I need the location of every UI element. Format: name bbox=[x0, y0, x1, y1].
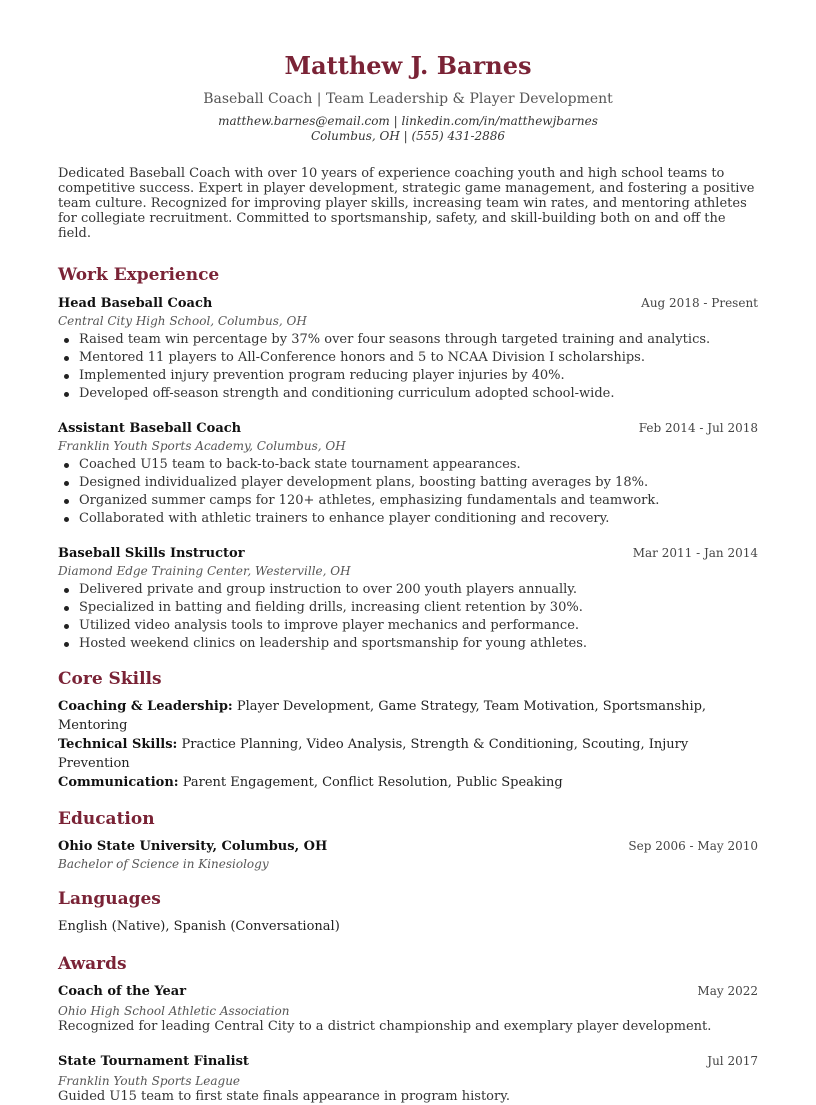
school-name: Ohio State University, Columbus, OH bbox=[58, 839, 328, 854]
skill-category: Communication: bbox=[58, 775, 179, 790]
job-bullet: Implemented injury prevention program reducing player injuries by 40%. bbox=[79, 367, 758, 385]
job-entry bbox=[58, 295, 758, 403]
job-title: Baseball Skills Instructor bbox=[58, 546, 245, 561]
job-bullet: Utilized video analysis tools to improve player mechanics and performance. bbox=[79, 617, 758, 635]
job-dates: Aug 2018 - Present bbox=[641, 296, 758, 310]
languages-list: English (Native), Spanish (Conversational) bbox=[58, 919, 340, 934]
job-employer: Central City High School, Columbus, OH bbox=[58, 314, 307, 328]
degree: Bachelor of Science in Kinesiology bbox=[58, 857, 269, 871]
job-bullet: Delivered private and group instruction to over 200 youth players annually. bbox=[79, 581, 758, 599]
job-bullet: Coached U15 team to back-to-back state tournament appearances. bbox=[79, 456, 758, 474]
awards-section bbox=[58, 954, 758, 1105]
job-bullet: Specialized in batting and fielding drills, increasing client retention by 30%. bbox=[79, 599, 758, 617]
work-experience-section bbox=[58, 265, 758, 653]
award-issuer: Ohio High School Athletic Association bbox=[58, 1004, 290, 1018]
tagline: Baseball Coach | Team Leadership & Player Development bbox=[203, 91, 613, 107]
skill-list: Parent Engagement, Conflict Resolution, Public Speaking bbox=[182, 775, 563, 790]
skill-category: Coaching & Leadership: bbox=[58, 699, 233, 714]
languages-section bbox=[58, 889, 758, 936]
job-bullets bbox=[58, 456, 758, 528]
award-description: Guided U15 team to first state finals appearance in program history. bbox=[58, 1089, 510, 1104]
job-employer: Diamond Edge Training Center, Westerville, OH bbox=[58, 564, 351, 578]
location-phone-line: Columbus, OH | (555) 431-2886 bbox=[310, 129, 506, 143]
award-title: State Tournament Finalist bbox=[58, 1054, 249, 1069]
award-title: Coach of the Year bbox=[58, 984, 187, 999]
contact-info-line: matthew.barnes@email.com | linkedin.com/in/matthewjbarnes bbox=[218, 114, 598, 128]
job-bullets bbox=[58, 581, 758, 653]
award-entry bbox=[58, 983, 758, 1035]
skill-line bbox=[58, 697, 758, 735]
resume-header bbox=[58, 0, 758, 144]
award-date: Jul 2017 bbox=[707, 1054, 758, 1068]
job-bullets bbox=[58, 331, 758, 403]
skill-line bbox=[58, 773, 758, 792]
job-bullet: Organized summer camps for 120+ athletes, emphasizing fundamentals and teamwork. bbox=[79, 492, 758, 510]
job-dates: Feb 2014 - Jul 2018 bbox=[638, 421, 758, 435]
job-bullet: Designed individualized player development plans, boosting batting averages by 18%. bbox=[79, 474, 758, 492]
section-title-awards: Awards bbox=[58, 954, 127, 974]
award-date: May 2022 bbox=[697, 984, 758, 998]
skill-list: Practice Planning, Video Analysis, Strength & Conditioning, Scouting, Injury Prevention bbox=[58, 737, 689, 771]
job-entry bbox=[58, 545, 758, 653]
skill-line bbox=[58, 735, 758, 773]
job-bullet: Collaborated with athletic trainers to enhance player conditioning and recovery. bbox=[79, 510, 758, 528]
section-title-languages: Languages bbox=[58, 889, 161, 909]
award-description: Recognized for leading Central City to a district championship and exemplary player development. bbox=[58, 1019, 712, 1034]
award-issuer: Franklin Youth Sports League bbox=[58, 1074, 241, 1088]
skill-category: Technical Skills: bbox=[58, 737, 178, 752]
job-dates: Mar 2011 - Jan 2014 bbox=[632, 546, 758, 560]
candidate-name: Matthew J. Barnes bbox=[284, 51, 532, 80]
job-title: Head Baseball Coach bbox=[58, 296, 213, 311]
skill-list: Player Development, Game Strategy, Team Motivation, Sportsmanship, Mentoring bbox=[58, 699, 707, 733]
section-title-core-skills: Core Skills bbox=[58, 669, 162, 689]
section-title-education: Education bbox=[58, 809, 155, 829]
core-skills-section bbox=[58, 669, 758, 792]
job-entry bbox=[58, 420, 758, 528]
award-entry bbox=[58, 1053, 758, 1105]
section-title-work-experience: Work Experience bbox=[58, 265, 220, 285]
job-employer: Franklin Youth Sports Academy, Columbus, OH bbox=[58, 439, 346, 453]
professional-summary: Dedicated Baseball Coach with over 10 years of experience coaching youth and high school teams to competitive success. Expert in player development, strategic game management, and fostering a positive team culture. Recognized for improving player skills, increasing team win rates, and mentoring athletes for collegiate recruitment. Committed to sportsmanship, safety, and skill-building both on and off the field. bbox=[58, 166, 755, 241]
job-title: Assistant Baseball Coach bbox=[58, 421, 242, 436]
education-dates: Sep 2006 - May 2010 bbox=[628, 839, 758, 853]
job-bullet: Raised team win percentage by 37% over four seasons through targeted training and analytics. bbox=[79, 331, 758, 349]
job-bullet: Hosted weekend clinics on leadership and sportsmanship for young athletes. bbox=[79, 635, 758, 653]
job-bullet: Mentored 11 players to All-Conference honors and 5 to NCAA Division I scholarships. bbox=[79, 349, 758, 367]
job-bullet: Developed off-season strength and conditioning curriculum adopted school-wide. bbox=[79, 385, 758, 403]
education-section bbox=[58, 809, 758, 872]
